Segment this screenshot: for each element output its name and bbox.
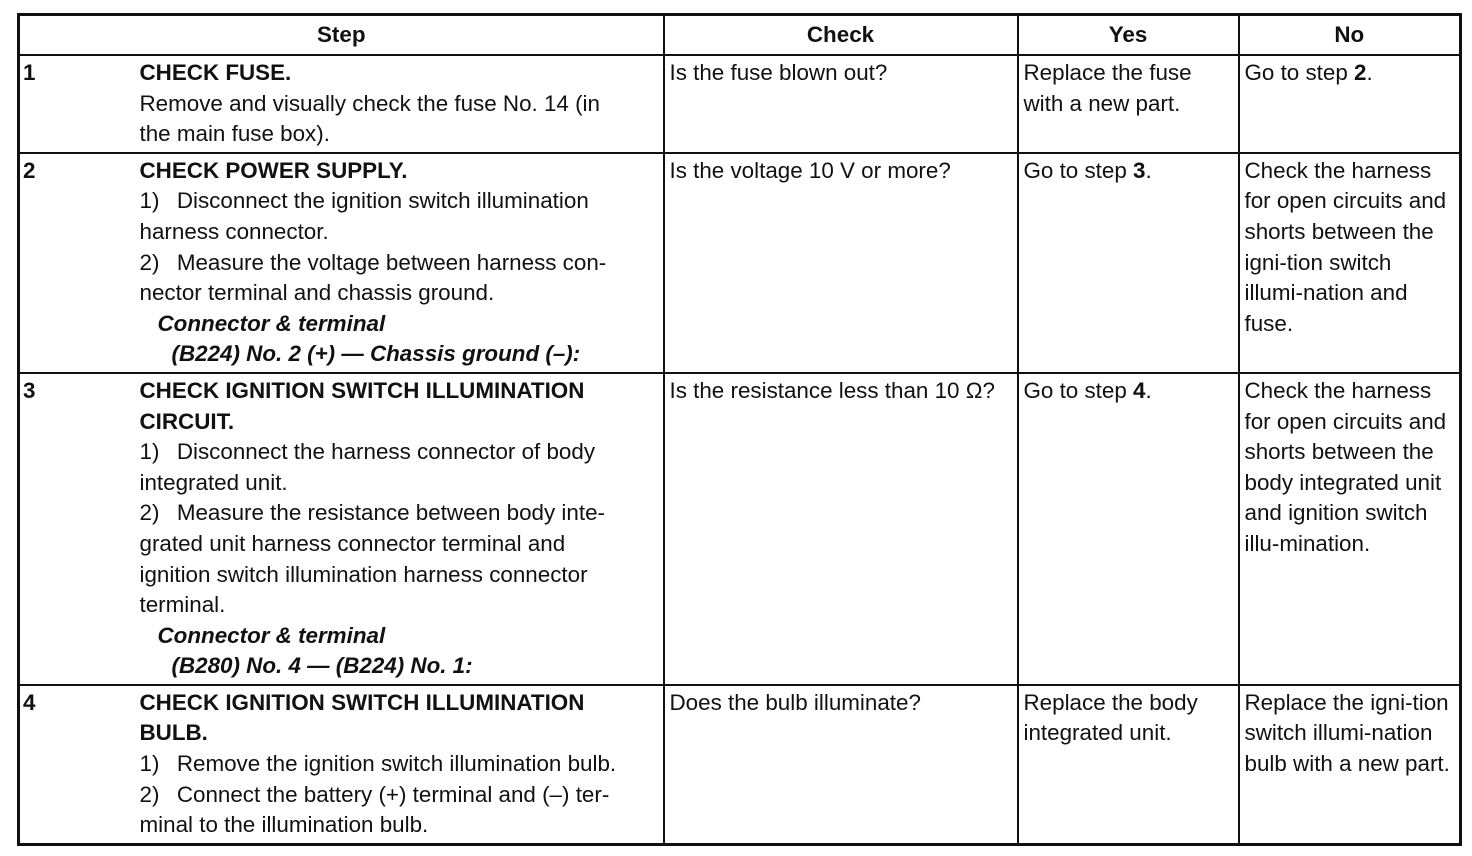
check-cell: Is the resistance less than 10 Ω?	[664, 373, 1018, 685]
step-title: CHECK IGNITION SWITCH ILLUMINATION	[139, 377, 585, 403]
header-no: No	[1239, 15, 1461, 56]
yes-step-ref: 3	[1133, 157, 1146, 183]
diagnostic-table-wrapper	[17, 13, 1459, 846]
step-line: 2) Connect the battery (+) terminal and (–) ter-	[139, 781, 610, 807]
no-cell	[1239, 55, 1461, 153]
yes-cell	[1018, 153, 1239, 373]
connector-value: (B224) No. 2 (+) — Chassis ground (–):	[171, 341, 581, 367]
step-line: minal to the illumination bulb.	[139, 812, 429, 838]
yes-cell: Replace the body integrated unit.	[1018, 685, 1239, 844]
step-line: 1) Disconnect the harness connector of body	[139, 439, 596, 465]
step-number: 4	[19, 685, 139, 844]
step-line: integrated unit.	[139, 469, 288, 495]
step-line: 1) Remove the ignition switch illumination bulb.	[139, 751, 617, 777]
step-number: 1	[19, 55, 139, 153]
step-line: ignition switch illumination harness connector	[139, 561, 588, 587]
yes-suffix: .	[1145, 377, 1152, 403]
check-cell: Is the fuse blown out?	[664, 55, 1018, 153]
yes-text: Go to step	[1023, 377, 1134, 403]
step-line: Remove and visually check the fuse No. 14 (in	[139, 90, 600, 116]
no-cell: Replace the igni-tion switch illumi-nation bulb with a new part.	[1239, 685, 1461, 844]
step-title-cont: CIRCUIT.	[139, 408, 235, 434]
connector-value: (B280) No. 4 — (B224) No. 1:	[171, 653, 473, 679]
step-description	[139, 153, 664, 373]
header-check: Check	[664, 15, 1018, 56]
no-suffix: .	[1366, 60, 1373, 85]
connector-label: Connector & terminal	[157, 310, 386, 336]
yes-cell	[1018, 373, 1239, 685]
no-cell: Check the harness for open circuits and shorts between the body integrated unit and ignition switch illu-mination.	[1239, 373, 1461, 685]
yes-suffix: .	[1145, 157, 1152, 183]
connector-label: Connector & terminal	[157, 622, 386, 648]
step-line: 1) Disconnect the ignition switch illumination	[139, 188, 589, 214]
step-description	[139, 685, 664, 844]
no-text: Go to step	[1244, 60, 1355, 85]
diagnostic-table	[17, 13, 1462, 846]
table-row	[19, 373, 1461, 685]
yes-text: Go to step	[1023, 157, 1134, 183]
step-number: 2	[19, 153, 139, 373]
step-title-cont: BULB.	[139, 720, 208, 746]
step-line: harness connector.	[139, 218, 329, 244]
header-row	[19, 15, 1461, 56]
step-description	[139, 373, 664, 685]
step-line: the main fuse box).	[139, 121, 330, 147]
step-title: CHECK POWER SUPPLY.	[139, 157, 408, 183]
step-line: grated unit harness connector terminal and	[139, 530, 566, 556]
no-step-ref: 2	[1354, 60, 1367, 85]
table-row	[19, 685, 1461, 844]
yes-cell: Replace the fuse with a new part.	[1018, 55, 1239, 153]
no-cell: Check the harness for open circuits and shorts between the igni-tion switch illumi-nation and fuse.	[1239, 153, 1461, 373]
step-line: terminal.	[139, 592, 226, 618]
step-line: nector terminal and chassis ground.	[139, 280, 495, 306]
check-cell: Does the bulb illuminate?	[664, 685, 1018, 844]
header-step: Step	[19, 15, 664, 56]
step-number: 3	[19, 373, 139, 685]
header-yes: Yes	[1018, 15, 1239, 56]
step-line: 2) Measure the resistance between body inte-	[139, 500, 605, 526]
table-row	[19, 153, 1461, 373]
step-title: CHECK FUSE.	[139, 60, 292, 85]
step-description	[139, 55, 664, 153]
yes-step-ref: 4	[1133, 377, 1146, 403]
table-row	[19, 55, 1461, 153]
check-cell: Is the voltage 10 V or more?	[664, 153, 1018, 373]
step-line: 2) Measure the voltage between harness con-	[139, 249, 607, 275]
step-title: CHECK IGNITION SWITCH ILLUMINATION	[139, 689, 585, 715]
